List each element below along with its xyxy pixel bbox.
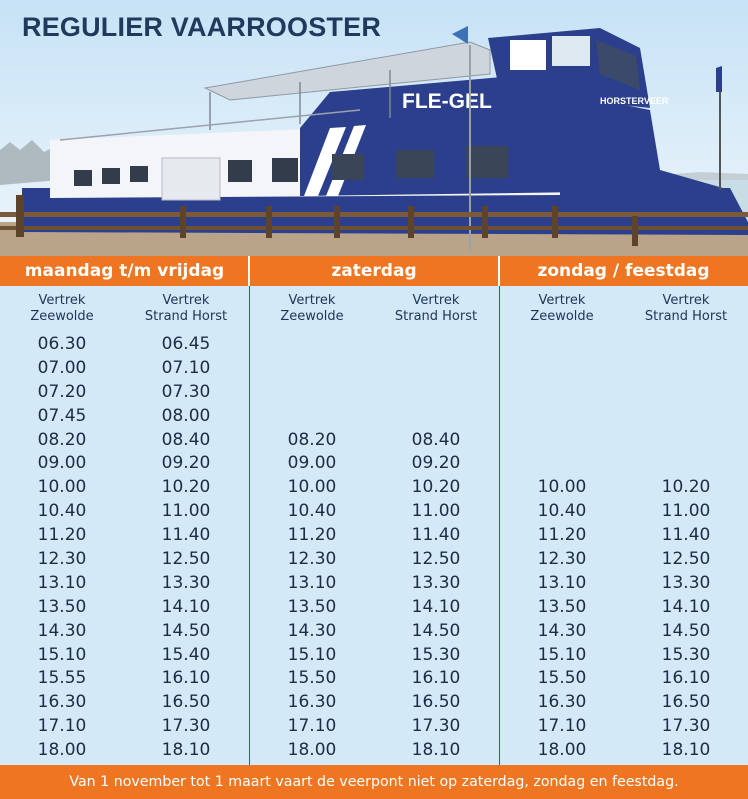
departure-time [374, 333, 498, 357]
col-saturday-zeewolde [250, 286, 374, 765]
departure-time: 10.40 [537, 501, 587, 522]
departure-time: 11.40 [161, 525, 211, 546]
departure-time: 09.20 [411, 453, 461, 474]
fence-post [408, 206, 414, 238]
departure-time: 11.00 [161, 501, 211, 522]
departure-time: 17.30 [161, 716, 211, 737]
departure-time [374, 381, 498, 405]
departure-time: 13.50 [287, 596, 337, 617]
departure-time: 12.50 [411, 549, 461, 570]
time-list [624, 333, 748, 763]
departure-time [624, 429, 748, 453]
col-saturday-strand-horst [374, 286, 498, 765]
time-list [374, 333, 498, 763]
departure-time [374, 405, 498, 429]
departure-time: 16.30 [37, 692, 87, 713]
departure-time: 14.30 [37, 620, 87, 641]
departure-time: 14.50 [661, 620, 711, 641]
time-list [250, 333, 374, 763]
time-list [0, 333, 124, 763]
departure-time: 13.50 [537, 596, 587, 617]
day-header-saturday: zaterdag [331, 261, 417, 281]
departure-time: 10.40 [37, 501, 87, 522]
departure-time: 18.00 [537, 740, 587, 761]
ferry-photo [0, 0, 748, 256]
departure-time: 11.20 [37, 525, 87, 546]
departure-time: 13.10 [37, 572, 87, 593]
departure-time: 16.50 [161, 692, 211, 713]
departure-time [500, 357, 624, 381]
fence-post [334, 206, 340, 238]
departure-time: 08.20 [37, 429, 87, 450]
departure-time: 07.10 [161, 357, 211, 378]
departure-time: 11.40 [411, 525, 461, 546]
fence-post [632, 216, 638, 246]
col-sunday-strand-horst [624, 286, 748, 765]
fence-post [552, 206, 558, 238]
departure-time: 16.10 [161, 668, 211, 689]
boat-name: FLE-GEL [402, 90, 492, 113]
departure-time: 08.40 [161, 429, 211, 450]
departure-time: 10.00 [287, 477, 337, 498]
col-weekdays-zeewolde [0, 286, 124, 765]
departure-time: 09.00 [287, 453, 337, 474]
time-list [500, 333, 624, 763]
departure-time: 15.10 [287, 644, 337, 665]
header-divider [248, 256, 250, 286]
departure-time [500, 405, 624, 429]
departure-time: 11.00 [411, 501, 461, 522]
departure-time: 12.50 [161, 549, 211, 570]
header-divider [498, 256, 500, 286]
cabin-window [272, 158, 298, 182]
departure-time [374, 357, 498, 381]
departure-time: 16.50 [661, 692, 711, 713]
day-header-row [0, 256, 748, 286]
cabin-window [74, 170, 92, 186]
departure-time [500, 429, 624, 453]
departure-time [500, 381, 624, 405]
col-weekdays-strand-horst [124, 286, 248, 765]
departure-time: 10.40 [287, 501, 337, 522]
departure-time: 16.10 [661, 668, 711, 689]
departure-time: 18.10 [661, 740, 711, 761]
departure-time: 07.20 [37, 381, 87, 402]
departure-time: 16.30 [537, 692, 587, 713]
fence-post [16, 195, 24, 237]
departure-time: 15.50 [287, 668, 337, 689]
cabin-window [466, 146, 508, 178]
fence-post [180, 206, 186, 238]
departure-time: 17.30 [661, 716, 711, 737]
column-header: Vertrek Strand Horst [394, 293, 478, 324]
day-header-weekdays: maandag t/m vrijdag [24, 261, 225, 281]
departure-time: 07.45 [37, 405, 87, 426]
departure-time: 10.20 [161, 477, 211, 498]
departure-time [624, 333, 748, 357]
departure-time: 17.10 [537, 716, 587, 737]
departure-time: 11.40 [661, 525, 711, 546]
departure-time: 06.30 [37, 334, 87, 354]
cabin-window [332, 154, 364, 180]
departure-time: 18.00 [287, 740, 337, 761]
departure-time: 07.30 [161, 381, 211, 402]
departure-time: 18.10 [411, 740, 461, 761]
day-header-sunday: zondag / feestdag [537, 261, 710, 281]
departure-time: 11.20 [287, 525, 337, 546]
departure-time: 10.20 [661, 477, 711, 498]
departure-time: 12.30 [37, 549, 87, 570]
schedule-table [0, 256, 748, 765]
footer-note: Van 1 november tot 1 maart vaart de veerpont niet op zaterdag, zondag en feestdag. [0, 765, 748, 799]
departure-time [624, 381, 748, 405]
departure-time: 13.30 [161, 572, 211, 593]
departure-time: 15.55 [37, 668, 87, 689]
departure-time [250, 333, 374, 357]
departure-time: 16.30 [287, 692, 337, 713]
departure-time: 18.10 [161, 740, 211, 761]
departure-time [624, 452, 748, 476]
departure-time: 08.40 [411, 429, 461, 450]
departure-time: 15.30 [661, 644, 711, 665]
flag [716, 66, 722, 92]
departure-time: 17.10 [37, 716, 87, 737]
departure-time [500, 452, 624, 476]
column-header: Vertrek Strand Horst [644, 293, 728, 324]
departure-time: 12.50 [661, 549, 711, 570]
departure-time: 16.50 [411, 692, 461, 713]
column-header: Vertrek Zeewolde [530, 293, 594, 324]
fence-post [482, 206, 488, 238]
departure-time: 09.00 [37, 453, 87, 474]
cabin-window [396, 150, 434, 178]
departure-time: 14.10 [411, 596, 461, 617]
departure-time: 13.30 [661, 572, 711, 593]
wheelhouse-window [510, 40, 546, 70]
departure-time [624, 405, 748, 429]
departure-time: 13.30 [411, 572, 461, 593]
cabin-window [130, 166, 148, 182]
departure-time [250, 405, 374, 429]
departure-time: 14.50 [411, 620, 461, 641]
departure-time: 15.50 [537, 668, 587, 689]
departure-time: 15.10 [537, 644, 587, 665]
departure-time: 06.45 [161, 334, 211, 354]
departure-time: 10.00 [37, 477, 87, 498]
departure-time: 09.20 [161, 453, 211, 474]
fence-post [266, 206, 272, 238]
departure-time: 18.00 [37, 740, 87, 761]
page-title: REGULIER VAARROOSTER [22, 12, 382, 42]
departure-time: 13.50 [37, 596, 87, 617]
cabin-door [162, 158, 220, 200]
departure-time [500, 333, 624, 357]
departure-time: 14.30 [287, 620, 337, 641]
column-header: Vertrek Zeewolde [280, 293, 344, 324]
departure-time: 11.00 [661, 501, 711, 522]
departure-time [250, 357, 374, 381]
departure-time: 08.00 [161, 405, 211, 426]
col-sunday-zeewolde [500, 286, 624, 765]
departure-time: 08.20 [287, 429, 337, 450]
cabin-window [228, 160, 252, 182]
departure-time [624, 357, 748, 381]
time-list [124, 333, 248, 763]
departure-time: 16.10 [411, 668, 461, 689]
departure-time: 14.10 [161, 596, 211, 617]
departure-time: 10.20 [411, 477, 461, 498]
departure-time [250, 381, 374, 405]
departure-time: 14.50 [161, 620, 211, 641]
departure-time: 15.40 [161, 644, 211, 665]
cabin-window [102, 168, 120, 184]
departure-time: 14.10 [661, 596, 711, 617]
departure-time: 13.10 [287, 572, 337, 593]
departure-time: 17.10 [287, 716, 337, 737]
column-header: Vertrek Strand Horst [144, 293, 228, 324]
departure-time: 15.10 [37, 644, 87, 665]
departure-time: 11.20 [537, 525, 587, 546]
boat-side-label: HORSTERVEER [600, 96, 669, 106]
departure-time: 13.10 [537, 572, 587, 593]
departure-time: 12.30 [287, 549, 337, 570]
departure-time: 15.30 [411, 644, 461, 665]
wheelhouse-window [552, 36, 590, 66]
departure-time: 14.30 [537, 620, 587, 641]
departure-time: 07.00 [37, 357, 87, 378]
departure-time: 10.00 [537, 477, 587, 498]
departure-time: 12.30 [537, 549, 587, 570]
departure-time: 17.30 [411, 716, 461, 737]
column-header: Vertrek Zeewolde [30, 293, 94, 324]
